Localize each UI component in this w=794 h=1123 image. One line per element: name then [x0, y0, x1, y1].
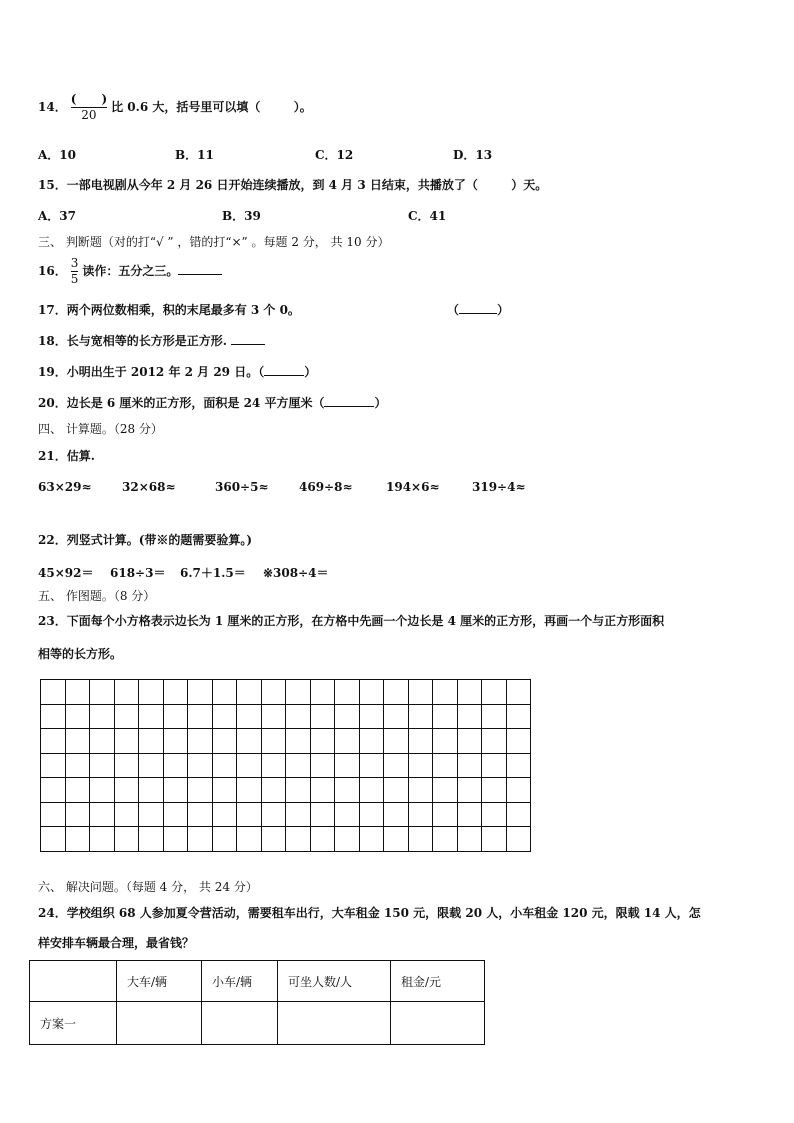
grid-cell — [506, 827, 531, 852]
grid-cell — [482, 704, 507, 729]
grid-cell — [114, 680, 139, 705]
q14-fraction-numerator: ( ) — [70, 92, 108, 106]
grid-cell — [482, 729, 507, 754]
grid-cell — [212, 827, 237, 852]
grid-cell — [212, 753, 237, 778]
q21-item: 63×29≈ — [38, 480, 92, 494]
plan-table-cell — [278, 1002, 391, 1045]
grid-cell — [286, 778, 311, 803]
grid-cell — [188, 680, 213, 705]
q20-answer-blank — [324, 395, 374, 407]
grid-cell — [310, 753, 335, 778]
grid-cell — [237, 729, 262, 754]
grid-cell — [163, 753, 188, 778]
grid-cell — [335, 802, 360, 827]
grid-cell — [261, 778, 286, 803]
grid-cell — [335, 827, 360, 852]
grid-cell — [384, 778, 409, 803]
q15-option-c: C．41 — [408, 209, 447, 223]
grid-cell — [41, 729, 66, 754]
plan-table-header-row — [30, 961, 485, 1002]
q23-line-1: 23．下面每个小方格表示边长为 1 厘米的正方形，在方格中先画一个边长是 4 厘米的正方形，再画一个与正方形面积 — [38, 614, 665, 628]
grid-cell — [286, 753, 311, 778]
grid-cell — [139, 753, 164, 778]
q14 — [38, 92, 312, 123]
grid-cell — [114, 753, 139, 778]
grid-row — [41, 729, 531, 754]
section-6-title: 六、 解决问题。（每题 4 分， 共 24 分） — [38, 880, 258, 894]
q19-answer-blank — [264, 364, 304, 376]
grid-cell — [90, 778, 115, 803]
grid-cell — [212, 778, 237, 803]
grid-cell — [212, 802, 237, 827]
grid-cell — [163, 729, 188, 754]
grid-cell — [506, 778, 531, 803]
plan-table-cell — [391, 1002, 485, 1045]
grid-cell — [237, 778, 262, 803]
grid-cell — [384, 729, 409, 754]
grid-cell — [482, 802, 507, 827]
grid-cell — [139, 827, 164, 852]
q21-item: 194×6≈ — [386, 480, 440, 494]
q16-fraction-denominator: 5 — [70, 272, 79, 286]
grid-cell — [65, 753, 90, 778]
grid-cell — [482, 680, 507, 705]
plan-table — [29, 960, 485, 1045]
grid-cell — [482, 753, 507, 778]
grid-cell — [163, 802, 188, 827]
grid-cell — [212, 680, 237, 705]
q15-text: 15．一部电视剧从今年 2 月 26 日开始连续播放，到 4 月 3 日结束，共播放了（ ）天。 — [38, 178, 548, 192]
q21-item: 319÷4≈ — [472, 480, 526, 494]
q24-line-2: 样安排车辆最合理，最省钱？ — [38, 936, 195, 950]
grid-cell — [408, 827, 433, 852]
q19-text: 19．小明出生于 2012 年 2 月 29 日。（ — [38, 365, 265, 379]
grid-row — [41, 802, 531, 827]
grid-row — [41, 704, 531, 729]
grid-cell — [261, 802, 286, 827]
grid-cell — [506, 802, 531, 827]
section-3-title: 三、 判断题（对的打“√ ” ，错的打“×” 。每题 2 分， 共 10 分） — [38, 235, 390, 249]
q17-paren-close: ） — [497, 303, 510, 317]
grid-cell — [65, 704, 90, 729]
grid-cell — [261, 704, 286, 729]
q22-text: 22．列竖式计算。(带※的题需要验算。) — [38, 533, 253, 547]
q14-fraction-denominator: 20 — [81, 108, 97, 122]
grid-cell — [310, 778, 335, 803]
grid-cell — [359, 802, 384, 827]
q14-fraction — [71, 92, 107, 123]
grid-cell — [114, 704, 139, 729]
grid-cell — [41, 827, 66, 852]
grid-cell — [310, 729, 335, 754]
grid-cell — [408, 802, 433, 827]
grid-cell — [433, 778, 458, 803]
grid-cell — [90, 802, 115, 827]
q16-fraction-numerator: 3 — [70, 256, 79, 270]
grid-cell — [310, 802, 335, 827]
q15-option-a: A．37 — [38, 209, 77, 223]
grid-cell — [286, 704, 311, 729]
grid-cell — [408, 680, 433, 705]
grid-cell — [286, 802, 311, 827]
q14-option-d: D．13 — [453, 148, 493, 162]
grid-cell — [310, 704, 335, 729]
grid-cell — [457, 704, 482, 729]
grid-cell — [90, 680, 115, 705]
plan-table-header-cell: 小车/辆 — [202, 961, 278, 1002]
plan-table-header-cell: 大车/辆 — [117, 961, 202, 1002]
grid-cell — [41, 704, 66, 729]
grid-cell — [359, 729, 384, 754]
q17-paren-open: （ — [447, 303, 460, 317]
plan-table-header-cell: 租金/元 — [391, 961, 485, 1002]
grid-cell — [139, 704, 164, 729]
q14-option-b: B．11 — [175, 148, 214, 162]
grid-cell — [41, 778, 66, 803]
grid-cell — [90, 827, 115, 852]
plan-table-row — [30, 1002, 485, 1045]
grid-cell — [114, 802, 139, 827]
grid-cell — [359, 753, 384, 778]
grid-cell — [41, 802, 66, 827]
grid-row — [41, 778, 531, 803]
grid-cell — [65, 827, 90, 852]
grid-cell — [163, 704, 188, 729]
grid-cell — [261, 753, 286, 778]
grid-cell — [261, 680, 286, 705]
q14-option-c: C．12 — [315, 148, 354, 162]
grid-cell — [433, 802, 458, 827]
grid-row — [41, 680, 531, 705]
q14-option-a: A．10 — [38, 148, 77, 162]
grid-cell — [384, 680, 409, 705]
grid-cell — [335, 729, 360, 754]
grid-cell — [163, 680, 188, 705]
q16-number: 16． — [38, 264, 67, 278]
grid-cell — [41, 753, 66, 778]
grid-cell — [139, 778, 164, 803]
q24-line-1: 24．学校组织 68 人参加夏令营活动，需要租车出行，大车租金 150 元，限载 20 人，小车租金 120 元，限载 14 人，怎 — [38, 906, 701, 920]
grid-cell — [114, 778, 139, 803]
q22-item: 618÷3＝ — [110, 566, 166, 580]
grid-cell — [433, 827, 458, 852]
grid-cell — [384, 704, 409, 729]
grid-cell — [335, 778, 360, 803]
grid-cell — [457, 827, 482, 852]
grid-cell — [359, 680, 384, 705]
grid-cell — [212, 704, 237, 729]
plan-table-row-label: 方案一 — [30, 1002, 117, 1045]
grid-cell — [408, 778, 433, 803]
q15-option-b: B．39 — [222, 209, 261, 223]
q18 — [38, 333, 265, 349]
grid-cell — [188, 704, 213, 729]
grid-cell — [310, 827, 335, 852]
q14-text: 比 0.6 大，括号里可以填（ ）。 — [111, 100, 312, 114]
q21-item: 469÷8≈ — [299, 480, 353, 494]
grid-cell — [457, 802, 482, 827]
grid-cell — [433, 704, 458, 729]
q17-text: 17．两个两位数相乘，积的末尾最多有 3 个 0。 — [38, 303, 300, 317]
grid-cell — [237, 680, 262, 705]
grid-cell — [506, 680, 531, 705]
q23-line-2: 相等的长方形。 — [38, 647, 123, 661]
grid-cell — [457, 729, 482, 754]
grid-cell — [384, 827, 409, 852]
grid-cell — [433, 753, 458, 778]
grid-cell — [286, 680, 311, 705]
grid-cell — [114, 827, 139, 852]
grid-cell — [188, 802, 213, 827]
grid-cell — [286, 827, 311, 852]
grid-cell — [261, 827, 286, 852]
grid-cell — [506, 729, 531, 754]
grid-cell — [90, 704, 115, 729]
grid-cell — [384, 753, 409, 778]
grid-cell — [188, 753, 213, 778]
q21-item: 32×68≈ — [122, 480, 176, 494]
q21-text: 21．估算. — [38, 449, 95, 463]
q16-text: 读作：五分之三。 — [82, 264, 179, 278]
grid-cell — [408, 729, 433, 754]
grid-cell — [335, 680, 360, 705]
grid-cell — [114, 729, 139, 754]
grid-cell — [139, 680, 164, 705]
grid-cell — [41, 680, 66, 705]
grid-row — [41, 827, 531, 852]
q18-text: 18．长与宽相等的长方形是正方形. — [38, 334, 227, 348]
grid-cell — [310, 680, 335, 705]
grid-cell — [482, 827, 507, 852]
grid-cell — [188, 729, 213, 754]
q20-text: 20．边长是 6 厘米的正方形，面积是 24 平方厘米（ — [38, 396, 325, 410]
q22-item: ※308÷4＝ — [263, 566, 329, 580]
plan-table-header-cell — [30, 961, 117, 1002]
plan-table-header-cell: 可坐人数/人 — [278, 961, 391, 1002]
grid-cell — [359, 704, 384, 729]
grid-cell — [286, 729, 311, 754]
grid-row — [41, 753, 531, 778]
q19 — [38, 364, 316, 380]
grid-cell — [335, 704, 360, 729]
grid-cell — [408, 704, 433, 729]
drawing-grid — [40, 679, 531, 852]
grid-cell — [457, 753, 482, 778]
grid-cell — [384, 802, 409, 827]
grid-cell — [482, 778, 507, 803]
grid-cell — [457, 778, 482, 803]
q17-answer — [447, 302, 509, 318]
q20-paren-close: ） — [374, 396, 387, 410]
grid-cell — [457, 680, 482, 705]
grid-cell — [359, 827, 384, 852]
grid-cell — [237, 704, 262, 729]
grid-cell — [506, 704, 531, 729]
grid-cell — [163, 778, 188, 803]
grid-cell — [433, 680, 458, 705]
grid-cell — [433, 729, 458, 754]
grid-cell — [65, 680, 90, 705]
q22-item: 45×92＝ — [38, 566, 94, 580]
grid-cell — [237, 827, 262, 852]
grid-cell — [188, 778, 213, 803]
q18-answer-blank — [231, 333, 265, 345]
grid-cell — [237, 802, 262, 827]
grid-cell — [408, 753, 433, 778]
grid-cell — [163, 827, 188, 852]
q21-item: 360÷5≈ — [215, 480, 269, 494]
q16 — [38, 256, 222, 287]
plan-table-cell — [117, 1002, 202, 1045]
grid-cell — [139, 802, 164, 827]
q16-fraction — [71, 256, 79, 287]
q22-item: 6.7＋1.5＝ — [180, 566, 246, 580]
grid-cell — [335, 753, 360, 778]
section-5-title: 五、 作图题。（8 分） — [38, 589, 156, 603]
grid-cell — [212, 729, 237, 754]
q14-number: 14． — [38, 100, 67, 114]
grid-cell — [65, 729, 90, 754]
q16-answer-blank — [178, 263, 222, 275]
q19-paren-close: ） — [304, 365, 317, 379]
grid-cell — [188, 827, 213, 852]
section-4-title: 四、 计算题。（28 分） — [38, 422, 163, 436]
grid-cell — [359, 778, 384, 803]
grid-cell — [65, 778, 90, 803]
grid-cell — [139, 729, 164, 754]
q17-answer-blank — [459, 302, 497, 314]
grid-cell — [65, 802, 90, 827]
grid-cell — [237, 753, 262, 778]
grid-cell — [90, 753, 115, 778]
grid-cell — [261, 729, 286, 754]
grid-cell — [90, 729, 115, 754]
grid-cell — [506, 753, 531, 778]
plan-table-cell — [202, 1002, 278, 1045]
q20 — [38, 395, 386, 411]
